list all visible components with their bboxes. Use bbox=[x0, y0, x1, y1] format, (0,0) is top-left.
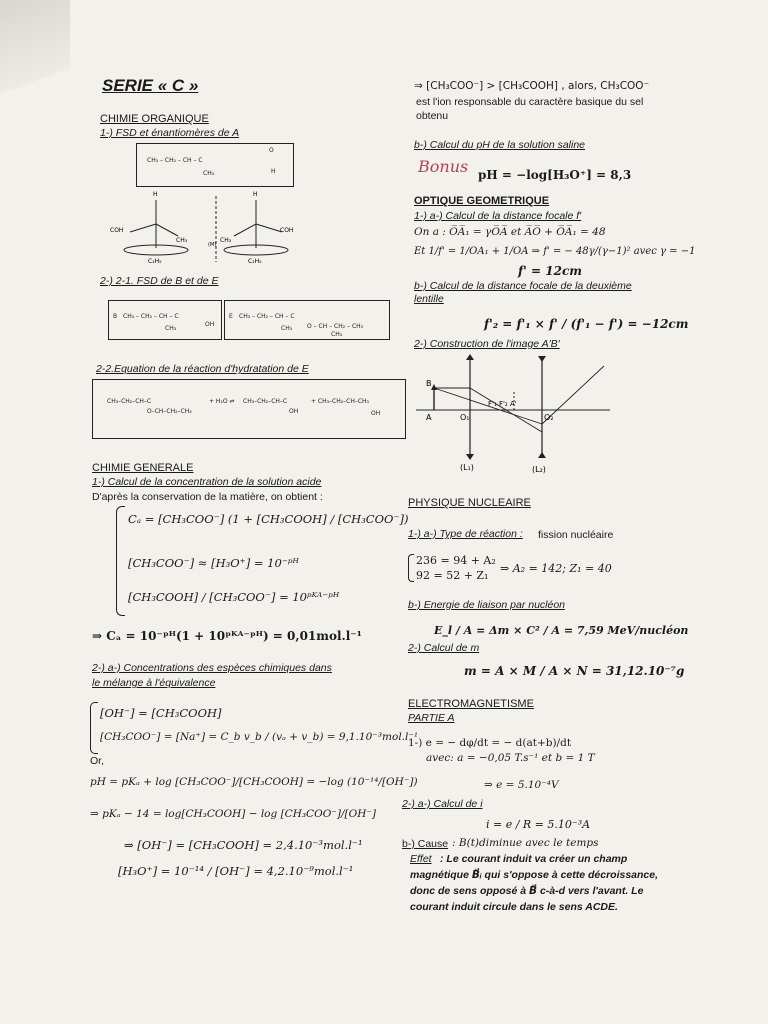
enant-h-left: H bbox=[153, 191, 158, 198]
nuclear-heading: PHYSIQUE NUCLEAIRE bbox=[408, 497, 531, 509]
general-q2a-cont: le mélange à l'équivalence bbox=[92, 677, 216, 689]
optics-l2: Et 1/f' = 1/OA₁ + 1/OA ⇒ f' = − 48γ/(γ−1)² avec γ = −1 bbox=[414, 246, 696, 257]
nuclear-q2: 2-) Calcul de m bbox=[408, 642, 480, 654]
formula-a-h: H bbox=[271, 168, 276, 175]
enant-ch3-left: CH₃ bbox=[176, 237, 188, 244]
diag-f: F'₁ F'₂ A' bbox=[488, 400, 517, 408]
general-l2: [CH₃COO⁻] ≈ [H₃O⁺] = 10⁻ᵖᴴ bbox=[128, 556, 299, 570]
formula-e-box bbox=[224, 300, 390, 340]
formula-e-sub: CH₃ bbox=[281, 325, 293, 332]
formula-b-tag: B bbox=[113, 313, 118, 320]
enant-ch3-right: CH₃ bbox=[220, 237, 232, 244]
enant-h-right: H bbox=[253, 191, 258, 198]
diag-o2: O₂ bbox=[544, 413, 554, 422]
general-m4: ⇒ pKₐ − 14 = log[CH₃COOH] − log [CH₃COO⁻]/[OH⁻] bbox=[90, 808, 376, 820]
optics-q2: 2-) Construction de l'image A'B' bbox=[414, 338, 560, 350]
enant-c2h5-right: C₂H₅ bbox=[248, 258, 262, 265]
diag-a: A bbox=[426, 413, 432, 422]
eq-left-end: O–CH–CH₂–CH₃ bbox=[147, 408, 192, 415]
page-title: SERIE « C » bbox=[102, 76, 199, 95]
diag-o1: O₁ bbox=[460, 413, 470, 422]
mixture-brace bbox=[90, 702, 98, 754]
nuclear-qb: b-) Energie de liaison par nucléon bbox=[408, 599, 566, 611]
general-result: ⇒ Cₐ = 10⁻ᵖᴴ(1 + 10ᵖᴷᴬ⁻ᵖᴴ) = 0,01mol.l⁻¹ bbox=[92, 629, 362, 643]
enant-c2h5-left: C₂H₅ bbox=[148, 258, 162, 265]
eq-right2: + CH₃–CH₂–CH–CH₃ bbox=[311, 398, 369, 405]
nuclear-l2: m = A × M / A × N = 31,12.10⁻⁷g bbox=[464, 664, 685, 678]
formula-b: CH₃ – CH₂ – CH – C bbox=[123, 313, 179, 320]
em-q1-c: ⇒ e = 5.10⁻⁴V bbox=[484, 779, 559, 791]
diag-b: B bbox=[426, 379, 432, 388]
formula-e-sub2: CH₃ bbox=[331, 331, 343, 338]
general-l1: Cₐ = [CH₃COO⁻] (1 + [CH₃COOH] / [CH₃COO⁻]) bbox=[128, 512, 409, 526]
nuclear-q1: 1-) a-) Type de réaction : bbox=[408, 528, 523, 540]
general-m1: [OH⁻] = [CH₃COOH] bbox=[100, 706, 222, 720]
general-l3: [CH₃COOH] / [CH₃COO⁻] = 10ᵖᴷᴬ⁻ᵖᴴ bbox=[128, 590, 340, 604]
enant-coh-right: COH bbox=[280, 227, 294, 234]
nuclear-s1: 236 = 94 + A₂ bbox=[416, 554, 496, 567]
general-m6: [H₃O⁺] = 10⁻¹⁴ / [OH⁻] = 4,2.10⁻⁹mol.l⁻¹ bbox=[118, 864, 354, 878]
general-heading: CHIMIE GENERALE bbox=[92, 462, 194, 474]
em-l2: i = e / R = 5.10⁻³A bbox=[486, 818, 591, 831]
right-top-l1: ⇒ [CH₃COO⁻] > [CH₃COOH] , alors, CH₃COO⁻ bbox=[414, 80, 650, 92]
formula-b-end: OH bbox=[205, 321, 215, 328]
right-top-l2: est l'ion responsable du caractère basique du sel bbox=[416, 96, 644, 108]
organic-heading: CHIMIE ORGANIQUE bbox=[100, 113, 209, 125]
general-m3: pH = pKₐ + log [CH₃COO⁻]/[CH₃COOH] = −log (10⁻¹⁴/[OH⁻]) bbox=[90, 776, 418, 788]
enant-mirror: (M) bbox=[208, 242, 217, 248]
nuclear-q1-answer: fission nucléaire bbox=[538, 529, 614, 541]
general-q2a: 2-) a-) Concentrations des espèces chimiques dans bbox=[92, 662, 332, 674]
eq-right-end: OH bbox=[289, 408, 299, 415]
optics-l1: On a : O̅A̅₁ = γO̅A̅ et A̅O̅ + O̅A̅₁ = 48 bbox=[414, 226, 606, 238]
formula-a-box bbox=[136, 143, 294, 187]
eq-plus-water: + H₂O ⇌ bbox=[209, 398, 235, 405]
em-heading: ELECTROMAGNETISME bbox=[408, 698, 534, 710]
nuclear-brace bbox=[408, 554, 414, 582]
enant-coh-left: COH bbox=[110, 227, 124, 234]
optics-qb-cont: lentille bbox=[414, 293, 444, 305]
ph-title: b-) Calcul du pH de la solution saline bbox=[414, 139, 586, 151]
em-q2: 2-) a-) Calcul de i bbox=[402, 798, 483, 810]
em-part: PARTIE A bbox=[408, 712, 455, 724]
em-cause-label: b-) Cause bbox=[402, 838, 449, 850]
eq-right2-end: OH bbox=[371, 410, 381, 417]
folded-corner bbox=[0, 0, 70, 130]
em-q1-a: 1-) e = − dφ/dt = − d(at+b)/dt bbox=[408, 737, 572, 749]
bonus-annotation: Bonus bbox=[418, 157, 469, 176]
eq-left: CH₃–CH₂–CH–C bbox=[107, 398, 152, 405]
general-q1: 1-) Calcul de la concentration de la solution acide bbox=[92, 476, 322, 488]
formula-a: CH₃ – CH₂ – CH – C bbox=[147, 157, 203, 164]
nuclear-s2: 92 = 52 + Z₁ bbox=[416, 569, 489, 582]
em-effet-l3: donc de sens opposé à B⃗ c-à-d vers l'avant. Le bbox=[410, 885, 644, 897]
nuclear-s-result: ⇒ A₂ = 142; Z₁ = 40 bbox=[500, 562, 612, 575]
general-m5: ⇒ [OH⁻] = [CH₃COOH] = 2,4.10⁻³mol.l⁻¹ bbox=[124, 838, 363, 852]
general-m2: [CH₃COO⁻] = [Na⁺] = C_b v_b / (vₐ + v_b) = 9,1.10⁻³mol.l⁻¹ bbox=[100, 731, 419, 743]
formula-b-sub: CH₃ bbox=[165, 325, 177, 332]
formula-a-sub: CH₃ bbox=[203, 170, 215, 177]
organic-q3: 2-2.Equation de la réaction d'hydratation de E bbox=[96, 363, 309, 375]
optics-q1: 1-) a-) Calcul de la distance focale f' bbox=[414, 210, 582, 222]
em-effet-l1: : Le courant induit va créer un champ bbox=[440, 853, 628, 865]
enantiomers-drawing bbox=[108, 186, 358, 270]
general-or: Or, bbox=[90, 755, 105, 767]
ph-equation: pH = −log[H₃O⁺] = 8,3 bbox=[478, 168, 632, 182]
optics-lb: f'₂ = f'₁ × f' / (f'₁ − f') = −12cm bbox=[484, 317, 689, 331]
formula-b-box bbox=[108, 300, 222, 340]
optics-qb: b-) Calcul de la distance focale de la deuxième bbox=[414, 280, 632, 292]
organic-q1: 1-) FSD et énantiomères de A bbox=[100, 127, 240, 139]
right-top-l3: obtenu bbox=[416, 110, 449, 122]
eq-right: CH₃–CH₂–CH–C bbox=[243, 398, 288, 405]
system-brace bbox=[116, 506, 125, 616]
em-cause-text: : B(t)diminue avec le temps bbox=[452, 837, 599, 849]
em-effet-l4: courant induit circule dans le sens ACDE. bbox=[410, 901, 618, 913]
em-effet-label: Effet bbox=[410, 853, 432, 865]
em-q1-b: avec: a = −0,05 T.s⁻¹ et b = 1 T bbox=[426, 752, 595, 764]
em-effet-l2: magnétique B⃗ᵢ qui s'oppose à cette décroissance, bbox=[410, 869, 659, 881]
formula-a-o: O bbox=[269, 147, 274, 154]
optics-l3: f' = 12cm bbox=[518, 264, 582, 278]
optics-heading: OPTIQUE GEOMETRIQUE bbox=[414, 195, 550, 207]
formula-e: CH₃ – CH₂ – CH – C bbox=[239, 313, 295, 320]
diag-l1: (L₁) bbox=[460, 463, 474, 472]
diag-l2: (L₂) bbox=[532, 465, 546, 474]
hydration-equation-box bbox=[92, 379, 406, 439]
formula-e-tag: E bbox=[229, 313, 233, 320]
image-construction-diagram bbox=[414, 352, 614, 480]
formula-e-end: O – CH – CH₂ – CH₃ bbox=[307, 323, 364, 330]
nuclear-lb: E_l / A = Δm × C² / A = 7,59 MeV/nucléon bbox=[434, 624, 689, 637]
general-intro: D'après la conservation de la matière, on obtient : bbox=[92, 491, 323, 503]
organic-q2: 2-) 2-1. FSD de B et de E bbox=[100, 275, 219, 287]
